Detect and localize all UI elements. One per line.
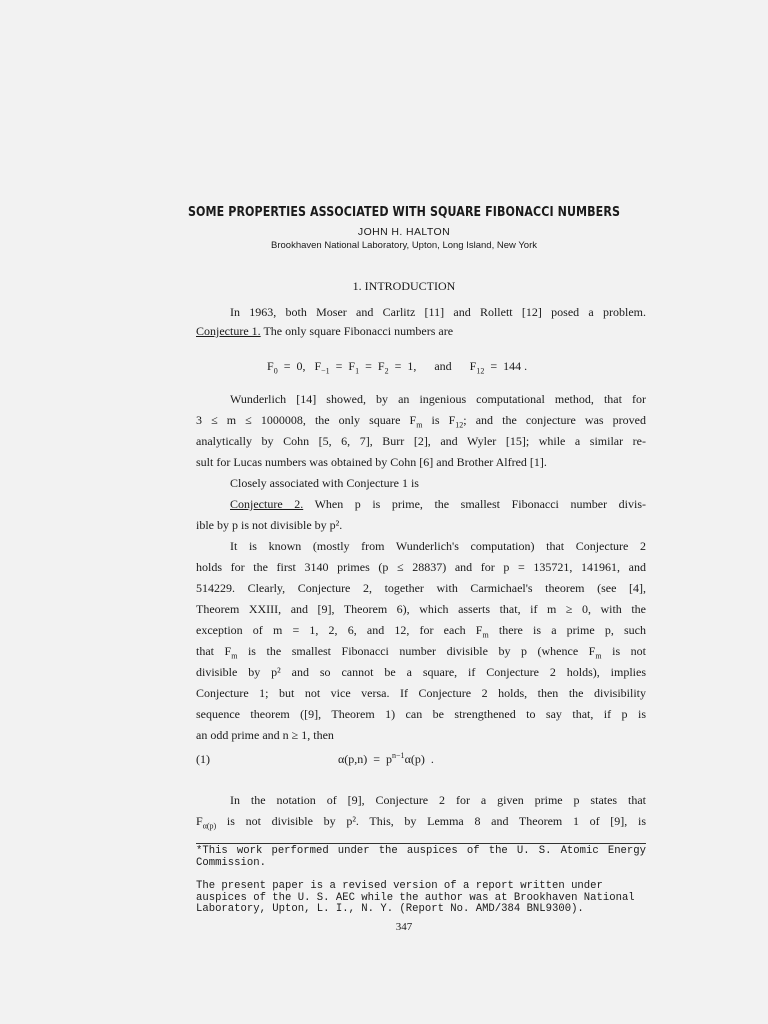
footnote-report: The present paper is a revised version of a report written under auspices of the U. S. AEC while the author was at Brookhaven National Laboratory, Upton, L. I., N. Y. (Report No. AMD/384 BNL9300). — [196, 880, 642, 915]
page-number: 347 — [395, 921, 413, 933]
footnote-divider — [196, 843, 646, 844]
conjecture-2 — [230, 497, 646, 511]
paragraph-line: divisible by p² and so cannot be a square, if Conjecture 2 holds), implies — [196, 665, 646, 679]
conjecture-2-label: Conjecture 2. — [230, 497, 304, 511]
paragraph-line: Theorem XXIII, and [9], Theorem 6), which asserts that, if m ≥ 0, with the — [196, 602, 646, 616]
conjecture-2-text: When p is prime, the smallest Fibonacci number divis- — [303, 497, 646, 511]
paragraph-line: In the notation of [9], Conjecture 2 for a given prime p states that — [230, 793, 646, 807]
paragraph-line: It is known (mostly from Wunderlich's computation) that Conjecture 2 — [230, 539, 646, 553]
conjecture-1-text: The only square Fibonacci numbers are — [260, 324, 454, 338]
paragraph-line: In 1963, both Moser and Carlitz [11] and Rollett [12] posed a problem. — [230, 305, 646, 319]
paper-title: SOME PROPERTIES ASSOCIATED WITH SQUARE FIBONACCI NUMBERS — [187, 205, 621, 220]
author-name: JOHN H. HALTON — [357, 226, 451, 238]
equation-number: (1) — [196, 752, 210, 766]
paragraph-line: sult for Lucas numbers was obtained by Cohn [6] and Brother Alfred [1]. — [196, 455, 547, 469]
conjecture-1 — [196, 324, 646, 338]
paragraph-line: holds for the first 3140 primes (p ≤ 28837) and for p = 135721, 141961, and — [196, 560, 646, 574]
paragraph-line: sequence theorem ([9], Theorem 1) can be strengthened to say that, if p is — [196, 707, 646, 721]
paragraph-line: Closely associated with Conjecture 1 is — [230, 476, 419, 490]
paragraph-line: $F_{\alpha(p)}$ is not divisible by p². This, by Lemma 8 and Theorem 1 of [9], is — [196, 814, 646, 831]
paragraph-line: Wunderlich [14] showed, by an ingenious computational method, that for — [230, 392, 646, 406]
paragraph-line: that $F_m$ is the smallest Fibonacci number divisible by p (whence $F_m$ is not — [196, 644, 646, 661]
paragraph-line: ible by p is not divisible by p². — [196, 518, 343, 532]
paragraph-line: 3 ≤ m ≤ 1000008, the only square $F_m$ is $F_{12}$; and the conjecture was proved — [196, 413, 646, 430]
footnote-auspices: *This work performed under the auspices of the U. S. Atomic Energy Commission. — [196, 845, 653, 869]
formula-square-fibonacci: $F_0 = 0$, $F_{-1} = F_1 = F_2 = 1$, and $F_{12} = 144$ . — [267, 359, 528, 376]
paragraph-line: an odd prime and n ≥ 1, then — [196, 728, 334, 742]
paragraph-line: 514229. Clearly, Conjecture 2, together with Carmichael's theorem (see [4], — [196, 581, 646, 595]
paragraph-line: Conjecture 1; but not vice versa. If Conjecture 2 holds, then the divisibility — [196, 686, 646, 700]
author-affiliation: Brookhaven National Laboratory, Upton, Long Island, New York — [271, 240, 537, 251]
conjecture-1-label: Conjecture 1. — [196, 324, 261, 338]
equation-1: $\alpha(p,n) = p^{n-1}\alpha(p)$ . — [338, 751, 434, 766]
paragraph-line: analytically by Cohn [5, 6, 7], Burr [2], and Wyler [15]; while a similar re- — [196, 434, 646, 448]
section-heading: 1. INTRODUCTION — [352, 279, 456, 293]
paragraph-line: exception of m = 1, 2, 6, and 12, for each $F_m$ there is a prime p, such — [196, 623, 646, 640]
